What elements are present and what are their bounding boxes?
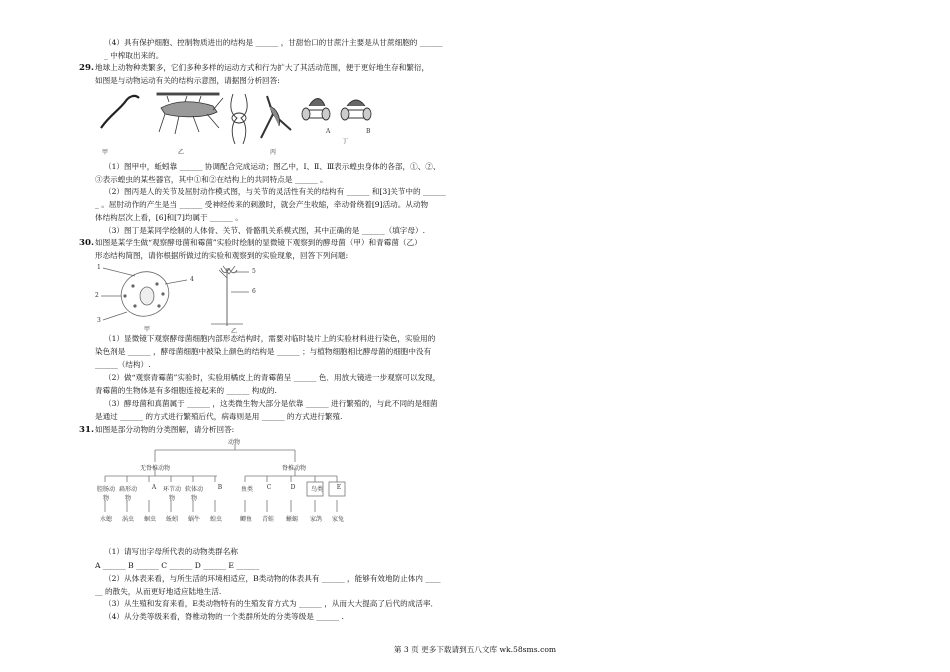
q31-tree-root: 动物	[228, 439, 241, 446]
q31-group-left-0: 腔肠动物	[97, 486, 116, 502]
q31-part4: （4）从分类等级来看，脊椎动物的一个类群所处的分类等级是 ______ .	[104, 612, 344, 621]
q31-group-left-1: 扁形动物	[119, 486, 138, 502]
q30-intro-line2: 形态结构简图，请你根据所做过的实验和观察到的实验现象，回答下列问题:	[95, 251, 349, 260]
q30-part2-line1: （2）做“观察青霉菌”实验时，实验用橘皮上的青霉菌呈 ______ 色．用放大镜进一步观察可以发现，	[104, 373, 441, 382]
q31-example-left-0: 水螅	[99, 516, 112, 523]
q29-intro-line2: 如图是与动物运动有关的结构示意图，请据图分析回答:	[95, 76, 280, 85]
q31-tree-invertebrates: 无脊椎动物	[140, 465, 171, 472]
q31-group-left-b: B	[217, 484, 223, 491]
q29-part3: （3）图丁是某同学绘制的人体骨、关节、骨骼肌关系模式图，其中正确的是 ______（填字母）.	[104, 226, 425, 235]
q31-group-left-4: 软体动物	[185, 486, 204, 502]
q31-group-right-e: E	[336, 484, 342, 491]
q30-part1-line2: 染色剂是 ______ ，酵母菌细胞中被染上颜色的结构是 ______ ；与植物细胞相比酵母菌的细胞中没有	[95, 347, 432, 356]
q28-part4-line1: （4）具有保护细胞、控制物质进出的结构是 ______ ，甘甜怡口的甘蔗汁主要是从甘蔗细胞的 ______	[104, 38, 443, 47]
q30-fig-label-3: 3	[97, 317, 101, 324]
q31-group-left-3: 环节动物	[163, 486, 182, 502]
q29-fig-label-b: B	[366, 128, 371, 135]
q31-group-right-d: D	[290, 484, 296, 491]
q29-part1-line1: （1）图甲中，蚯蚓靠 ______ 协调配合完成运动；图乙中，Ⅰ、Ⅱ、Ⅲ表示蝗虫身体的各部，①、②、	[104, 162, 441, 171]
q30-part3-line2: 是通过 ______ 的方式进行繁殖后代，病毒则是用 ______ 的方式进行繁殖.	[95, 412, 343, 421]
q29-intro-line1: 地球上动物种类繁多，它们多种多样的运动方式和行为扩大了其活动范围，便于更好地生存和繁衍，	[95, 63, 430, 72]
q31-part3: （3）从生殖和发育来看，E类动物特有的生殖发育方式为 ______ ，从而大大提高了后代的成活率．	[104, 599, 439, 608]
q31-example-right-2: 蜥蜴	[285, 516, 298, 523]
q31-tree-vertebrates: 脊椎动物	[282, 465, 307, 472]
q29-part1-line2: ③表示蝗虫的某些器官，其中①和②在结构上的共同特点是 ______ 。	[95, 175, 328, 184]
q31-example-right-4: 家兔	[331, 516, 344, 523]
q31-group-right-c: C	[266, 484, 272, 491]
q29-number: 29.	[79, 63, 94, 73]
q31-example-left-3: 蚯蚓	[165, 516, 178, 523]
q29-fig-label-jia: 甲	[102, 149, 109, 156]
q31-intro: 如图是部分动物的分类图解，请分析回答:	[95, 425, 235, 434]
q31-number: 31.	[79, 425, 94, 435]
q29-fig-label-a: A	[326, 128, 331, 135]
q30-fig-label-4: 4	[190, 276, 194, 283]
q31-part2-line2: __ 的散失，从而更好地适应陆地生活.	[95, 587, 222, 596]
q31-group-right-3: 鸟类	[310, 486, 323, 493]
q31-example-left-2: 蛔虫	[143, 516, 156, 523]
q31-example-left-5: 蝗虫	[209, 516, 222, 523]
q30-fig-label-2: 2	[95, 292, 99, 299]
q30-fig-label-yi: 乙	[231, 328, 238, 335]
q30-part1-line3: ______（结构）.	[95, 360, 151, 369]
q29-part2-line1: （2）图丙是人的关节及屈肘动作模式图，与关节的灵活性有关的结构有 ______ 和[3]关节中的 ______	[104, 187, 446, 196]
q30-number: 30.	[79, 238, 94, 248]
q30-fig-label-1: 1	[97, 264, 101, 271]
q30-figure	[95, 262, 285, 326]
q31-group-right-0: 鱼类	[240, 486, 253, 493]
q30-intro-line1: 如图是某学生做“观察酵母菌和霉菌”实验时绘制的显微镜下观察到的酵母菌（甲）和青霉菌（乙）	[95, 238, 422, 247]
q31-example-left-1: 涡虫	[121, 516, 134, 523]
q31-example-right-3: 家鸽	[309, 516, 322, 523]
q30-fig-label-6: 6	[252, 288, 256, 295]
q31-example-left-4: 蜗牛	[187, 516, 200, 523]
q30-fig-label-5: 5	[252, 268, 256, 275]
q31-part1: （1）请写出字母所代表的动物类群名称	[104, 547, 238, 556]
q29-part2-line3: 体结构层次上看，[6]和[7]均属于 ______ 。	[95, 213, 243, 222]
q29-fig-label-ding: 丁	[342, 138, 349, 145]
q28-part4-line2: _ 中榨取出来的。	[104, 51, 164, 60]
q30-part1-line1: （1）显微镜下观察酵母菌细胞内部形态结构时，需要对临时装片上的实验材料进行染色，实验用的	[104, 334, 436, 343]
q31-part2-line1: （2）从体表来看，与所生活的环境相适应，B类动物的体表具有 ______ ，能够有效地防止体内 ____	[104, 574, 441, 583]
q30-part3-line1: （3）酵母菌和真菌属于 ______ ，这类微生物大部分是依靠 ______ 进行繁殖的，与此不同的是细菌	[104, 399, 438, 408]
page-footer: 第 3 页 更多下载请到五八文库 wk.58sms.com	[393, 645, 557, 654]
q29-fig-label-yi: 乙	[178, 149, 185, 156]
q30-part2-line2: 青霉菌的生物体是有多细胞连接起来的 ______ 构成的.	[95, 386, 277, 395]
q31-group-left-a: A	[151, 484, 157, 491]
q31-part1-blanks: A ______ B ______ C ______ D ______ E ______	[95, 561, 260, 570]
q30-fig-label-jia: 甲	[144, 326, 151, 333]
q31-example-right-0: 鲫鱼	[239, 516, 252, 523]
q29-fig-label-bing: 丙	[270, 149, 277, 156]
q29-part2-line2: _ 。屈肘动作的产生是当 ______ 受神经传来的刺激时，就会产生收缩，牵动骨绕着[9]活动。从动物	[95, 200, 429, 209]
q31-example-right-1: 青蛙	[261, 516, 274, 523]
